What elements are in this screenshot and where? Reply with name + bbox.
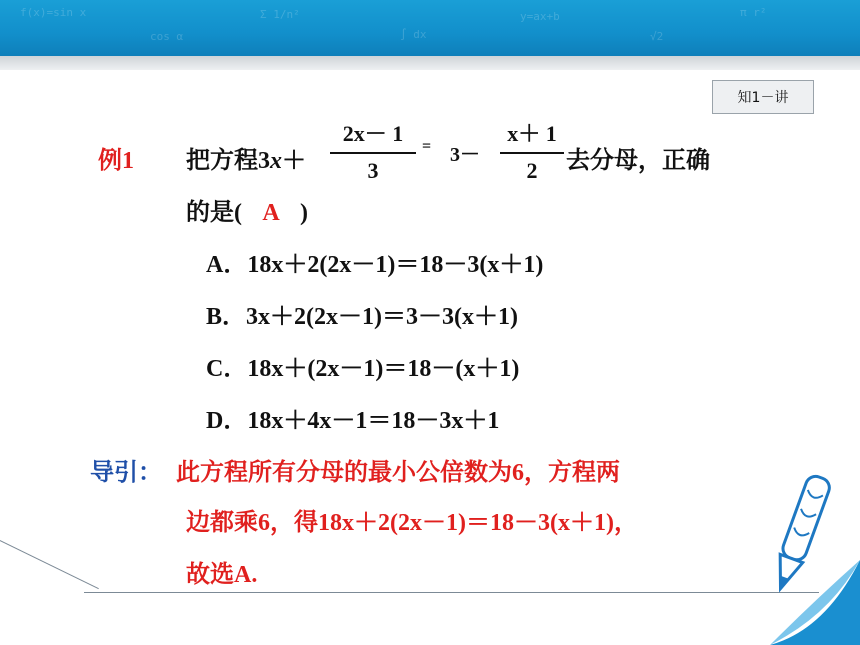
question-line-2-prefix: 的是( [186,200,242,226]
option-d-letter: D． [206,408,248,434]
fraction-1 [330,117,416,184]
header-doodle: y=ax+b [520,10,560,23]
option-d [206,400,499,435]
hint-label: 导引： [90,460,162,486]
header-doodle: f(x)=sin x [20,6,87,19]
hint-line-1: 此方程所有分母的最小公倍数为6，方程两 [176,460,620,486]
option-a [206,244,543,279]
header-doodle: √2 [650,30,664,43]
header-doodle: Σ 1/n² [260,8,300,21]
header-doodle: ∫ dx [400,28,427,41]
answer-choice: A [262,200,280,226]
option-b [206,296,518,331]
question-line-1 [186,140,306,175]
equals-sign: = [422,138,432,155]
section-tag: 知1－讲 [712,80,814,114]
plus-sign: ＋ [282,148,306,174]
hint-line-3: 故选A. [186,562,258,588]
fraction-1-bar [330,152,416,154]
option-d-text: 18x＋4x－1＝18－3x＋1 [247,408,500,434]
example-label: 例1 [98,148,134,174]
option-b-letter: B． [206,304,247,330]
page-curl-decoration [770,560,860,645]
header-shadow-strip [0,56,860,70]
header-doodle: cos α [150,30,184,43]
option-b-text: 3x＋2(2x－1)＝3－3(x＋1) [246,304,518,330]
bottom-rule [84,592,819,593]
three-minus: 3－ [450,144,480,166]
option-c [206,348,519,383]
question-prefix: 把方程3 [186,148,270,174]
fraction-1-denominator: 3 [367,158,379,183]
fraction-2-numerator: x＋ 1 [507,121,557,146]
fraction-2-denominator: 2 [526,158,538,183]
header-banner [0,0,860,56]
header-doodle: π r² [740,6,767,19]
question-line-2-suffix: ) [300,200,308,226]
fraction-2-bar [500,152,564,154]
question-suffix: 去分母，正确 [566,148,710,174]
fraction-2 [500,117,564,184]
decorative-diagonal-line [0,540,99,589]
variable-x: x [270,148,282,174]
hint-line-2: 边都乘6，得18x＋2(2x－1)＝18－3(x＋1)， [186,510,638,536]
option-c-text: 18x＋(2x－1)＝18－(x＋1) [247,356,520,382]
question-line-2 [186,192,308,227]
fraction-1-numerator: 2x－ 1 [342,121,404,146]
option-a-text: 18x＋2(2x－1)＝18－3(x＋1) [247,252,544,278]
option-a-letter: A． [206,252,248,278]
option-c-letter: C． [206,356,248,382]
